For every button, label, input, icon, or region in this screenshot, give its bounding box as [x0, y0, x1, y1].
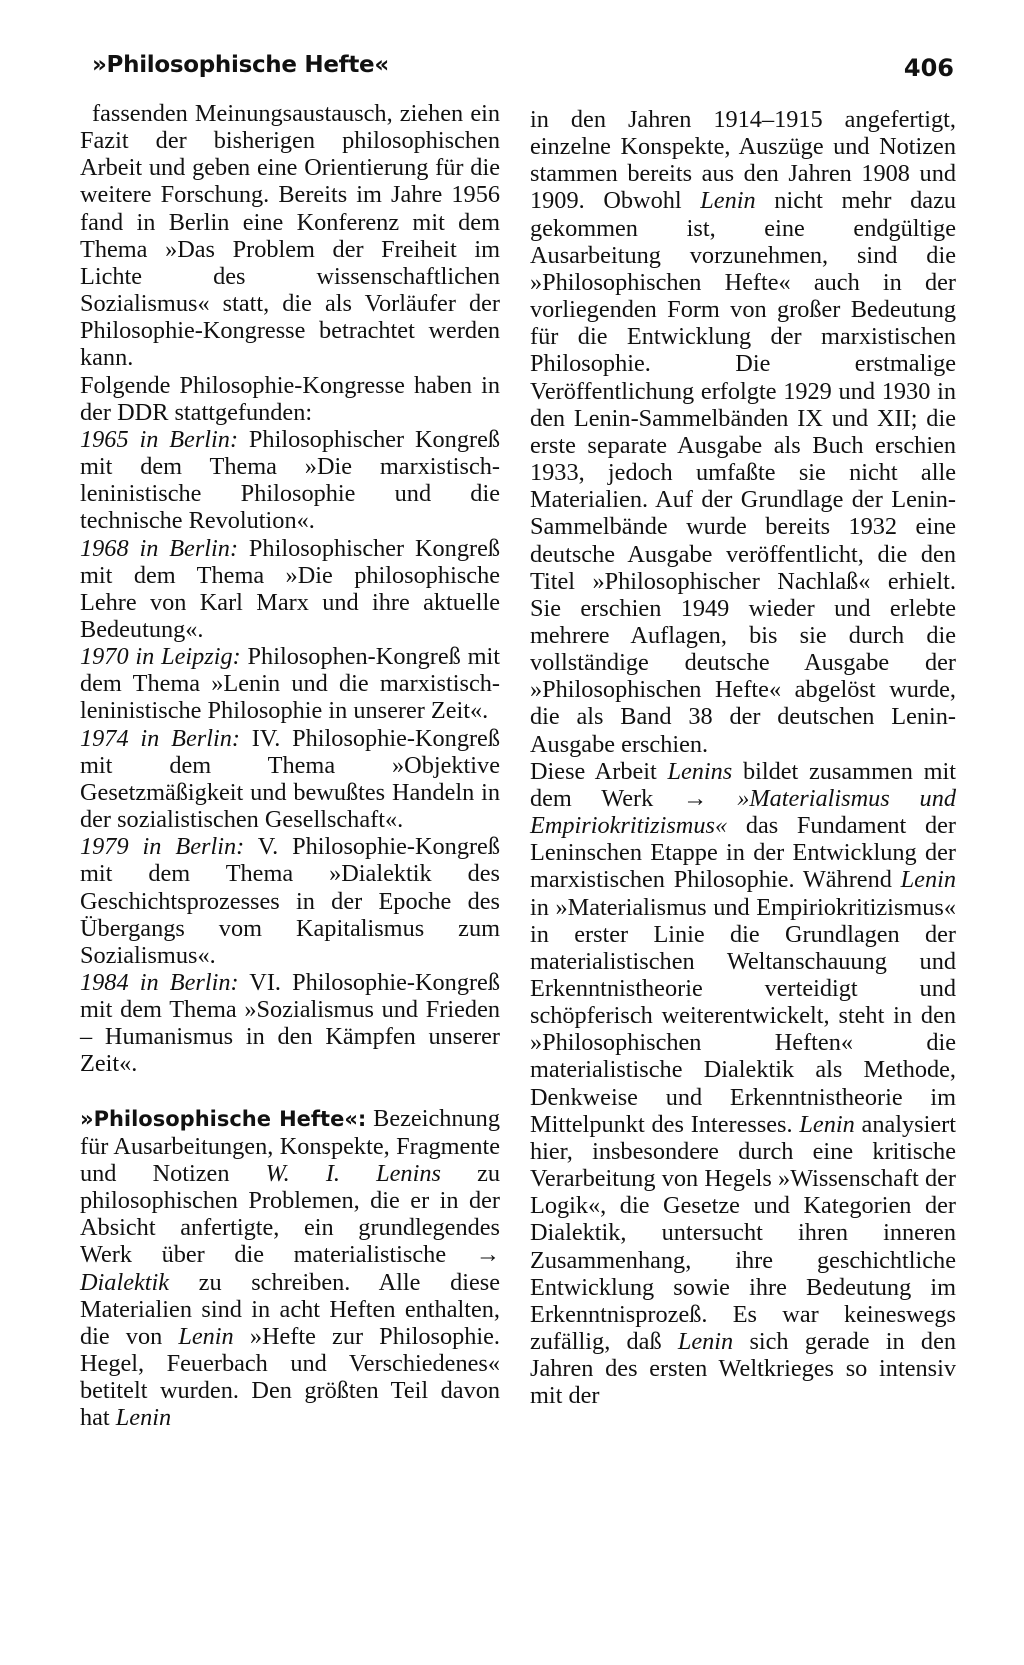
congress-text: IV. Philosophie-Kongreß mit dem Thema »Objektive Gesetzmäßigkeit und bewußtes Handeln in der sozialistischen Gesellschaft«. [80, 724, 500, 834]
body-text: in den Jahren 1914–1915 angefertigt, einzelne Konspekte, Auszüge und Notizen stammen bereits aus den Jahren 1908 und 1909. Obwohl [530, 106, 956, 215]
person-name: Lenin [799, 1110, 855, 1138]
running-header-title: »Philosophische Hefte« [92, 52, 389, 78]
congress-item [80, 426, 500, 535]
congress-text: Philosophen-Kongreß mit dem Thema »Lenin und die marxistisch-leninistische Philosophie in unserer Zeit«. [80, 643, 500, 725]
congress-year: 1968 in Berlin: [80, 534, 239, 562]
congress-item [80, 833, 500, 969]
intro-paragraph: fassenden Meinungsaustausch, ziehen ein Fazit der bisherigen philosophischen Arbeit und geben eine Orientierung für die weitere Forschung. Bereits im Jahre 1956 fand in Berlin eine Konferenz mit dem Thema »Das Problem der Freiheit im Lichte des wissenschaftlichen Sozialismus« statt, die als Vorläufer der Philosophie-Kongresse betrachtet werden kann. [80, 100, 500, 372]
right-column [530, 106, 956, 1410]
entry-person-name: Lenin [178, 1322, 234, 1350]
entry-gap [80, 1078, 500, 1105]
congress-year: 1970 in Leipzig: [80, 643, 241, 671]
entry-text: »Hefte zur Philosophie. Hegel, Feuerbach und Verschiedenes« betitelt wurden. Den größten Teil davon hat [80, 1322, 501, 1432]
congress-item [80, 969, 500, 1078]
congress-text: VI. Philosophie-Kongreß mit dem Thema »Sozialismus und Frieden – Humanismus in den Kämpfen unserer Zeit«. [80, 969, 500, 1078]
congress-item [80, 535, 500, 644]
person-name: Lenin [700, 187, 756, 215]
entry-person-name: W. I. Lenins [265, 1159, 441, 1187]
body-text: analysiert hier, insbesondere durch eine kritische Verarbeitung von Hegels »Wissenschaft der Logik«, die Gesetze und Kategorien der Dialektik, untersucht ihren inneren Zusammenhang, ihre geschichtliche Entwicklung sowie ihre Bedeutung im Erkenntnisprozeß. Es war keineswegs zufällig, daß [530, 1110, 956, 1356]
significance-paragraph [530, 758, 956, 1410]
congress-text: Philosophischer Kongreß mit dem Thema »Die philosophische Lehre von Karl Marx und ihre aktuelle Bedeutung«. [80, 534, 501, 643]
cross-reference-link[interactable]: Dialektik [80, 1268, 170, 1296]
congress-text: Philosophischer Kongreß mit dem Thema »Die marxistisch-leninistische Philosophie und die technische Revolution«. [80, 425, 501, 535]
cross-reference-link[interactable]: »Materialismus und Empiriokritizismus« [530, 784, 956, 840]
entry-text: Bezeichnung für Ausarbeitungen, Konspekte, Fragmente und Notizen [80, 1104, 500, 1187]
dictionary-entry [80, 1105, 500, 1432]
person-name: Lenins [667, 757, 733, 785]
body-text: nicht mehr dazu gekommen ist, eine endgültige Ausarbeitung vorzunehmen, sind die »Philosophischen Hefte« auch in der vorliegenden Form von großer Bedeutung für die Entwicklung der marxistischen Philosophie. Die erstmalige Veröffentlichung erfolgte 1929 und 1930 in den Lenin-Sammelbänden IX und XII; die erste separate Ausgabe als Buch erschien 1933, jedoch umfaßte sie nicht alle Materialien. Auf der Grundlage der Lenin-Sammelbände wurde bereits 1932 eine deutsche Ausgabe veröffentlicht, die den Titel »Philosophischer Nachlaß« erhielt. Sie erschien 1949 wieder und erlebte mehrere Auflagen, bis sie durch die vollständige deutsche Ausgabe der »Philosophischen Hefte« abgelöst wurde, die als Band 38 der deutschen Lenin-Ausgabe erschien. [530, 187, 956, 758]
body-text: bildet zusammen mit dem Werk → [530, 757, 956, 812]
entry-headword: »Philosophische Hefte«: [80, 1106, 367, 1131]
body-text: in »Materialismus und Empiriokritizismus« in erster Linie die Grundlagen der materialistischen Weltanschauung und Erkenntnistheorie verteidigt und schöpferisch weiterentwickelt, steht in den »Philosophischen Heften« die materialistische Dialektik als Methode, Denkweise und Erkenntnistheorie im Mittelpunkt des Interesses. [530, 893, 956, 1138]
person-name: Lenin [900, 866, 956, 894]
congress-year: 1974 in Berlin: [80, 724, 240, 752]
entry-text: zu schreiben. Alle diese Materialien sind in acht Heften enthalten, die von [80, 1268, 500, 1350]
congress-list-intro: Folgende Philosophie-Kongresse haben in der DDR stattgefunden: [80, 371, 500, 426]
entry-person-name: Lenin [115, 1404, 172, 1432]
entry-text: zu philosophischen Problemen, die er in der Absicht anfertigte, ein grundlegendes Werk über die materialistische → [80, 1159, 500, 1269]
congress-year: 1965 in Berlin: [80, 425, 239, 453]
congress-item [80, 725, 500, 834]
body-text: das Fundament der Leninschen Etappe in der Entwicklung der marxistischen Philosophie. Während [530, 812, 956, 894]
body-text: Diese Arbeit [530, 757, 668, 785]
body-text: sich gerade in den Jahren des ersten Weltkrieges so intensiv mit der [530, 1328, 957, 1410]
congress-text: V. Philosophie-Kongreß mit dem Thema »Dialektik des Geschichtsprozesses in der Epoche des Übergangs vom Kapitalismus zum Sozialismus«. [80, 833, 500, 969]
continuation-paragraph [530, 106, 956, 758]
congress-item [80, 643, 500, 724]
congress-year: 1979 in Berlin: [80, 833, 245, 861]
page-number: 406 [903, 54, 954, 82]
left-column [80, 100, 500, 1432]
person-name: Lenin [677, 1328, 734, 1356]
congress-year: 1984 in Berlin: [80, 969, 239, 996]
